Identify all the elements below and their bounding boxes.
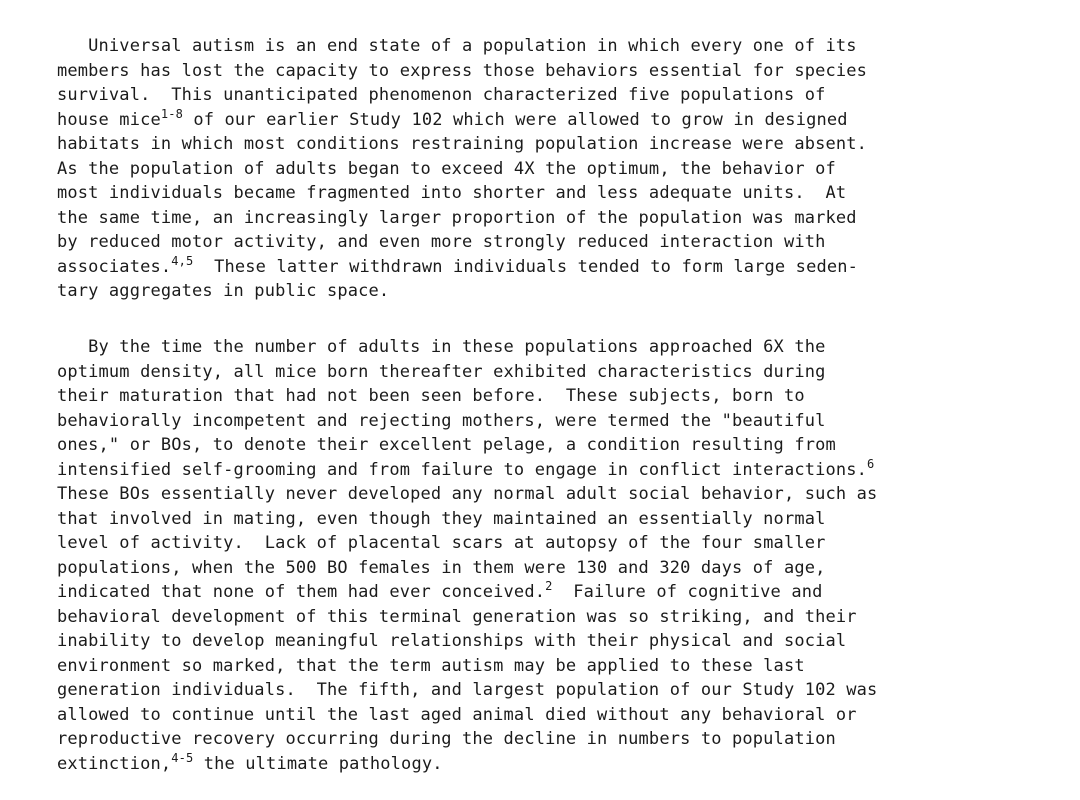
text-line: behaviorally incompetent and rejecting mothers, were termed the "beautiful [57, 410, 826, 431]
paragraph-2 [57, 335, 1067, 776]
text-line: associates.$^{4,5}$ These latter withdrawn individuals tended to form large seden- [57, 253, 858, 277]
reference-superscript: 2 [545, 579, 553, 593]
text-line: indicated that none of them had ever conceived.$^2$ Failure of cognitive and [57, 579, 823, 602]
text-line: environment so marked, that the term autism may be applied to these last [57, 655, 805, 676]
text-line: ones," or BOs, to denote their excellent pelage, a condition resulting from [57, 435, 836, 455]
text-line: extinction,$^{4-5}$ the ultimate pathology. [57, 750, 443, 774]
text-line: intensified self-grooming and from failure to engage in conflict interactions.$^6$ [57, 456, 875, 480]
text-line: reproductive recovery occurring during the decline in numbers to population [57, 729, 836, 749]
text-line: Universal autism is an end state of a population in which every one of its [57, 36, 857, 56]
text-line: tary aggregates in public space. [57, 281, 390, 301]
text-line: inability to develop meaningful relationships with their physical and social [57, 631, 847, 651]
reference-superscript: 1-8 [160, 106, 183, 121]
text-line: optimum density, all mice born thereafter exhibited characteristics during [57, 361, 826, 382]
text-line: habitats in which most conditions restraining population increase were absent. [57, 134, 868, 154]
text-line: behavioral development of this terminal generation was so striking, and their [57, 606, 857, 627]
text-line: survival. This unanticipated phenomenon characterized five populations of [57, 85, 826, 105]
text-line: members has lost the capacity to express those behaviors essential for species [57, 60, 868, 81]
text-line: most individuals became fragmented into shorter and less adequate units. At [57, 183, 847, 203]
text-line: by reduced motor activity, and even more strongly reduced interaction with [57, 232, 826, 252]
text-line: allowed to continue until the last aged animal died without any behavioral or [57, 704, 857, 725]
text-line: house mice$^{1-8}$ of our earlier Study 102 which were allowed to grow in designed [57, 106, 848, 130]
text-line: populations, when the 500 BO females in them were 130 and 320 days of age, [57, 557, 826, 578]
text-line: level of activity. Lack of placental scars at autopsy of the four smaller [57, 533, 826, 553]
text-line: As the population of adults began to exceed 4X the optimum, the behavior of [57, 158, 836, 179]
paragraph-1 [57, 34, 1067, 304]
text-line: their maturation that had not been seen before. These subjects, born to [57, 386, 805, 406]
reference-superscript: 6 [867, 456, 875, 471]
reference-superscript: 4,5 [171, 253, 194, 268]
text-line: the same time, an increasingly larger proportion of the population was marked [57, 207, 857, 228]
text-line: that involved in mating, even though they maintained an essentially normal [57, 508, 826, 529]
reference-superscript: 4-5 [171, 750, 194, 765]
text-line: By the time the number of adults in these populations approached 6X the [57, 337, 826, 357]
text-line: These BOs essentially never developed any normal adult social behavior, such as [57, 484, 878, 504]
text-line: generation individuals. The fifth, and largest population of our Study 102 was [57, 680, 878, 700]
